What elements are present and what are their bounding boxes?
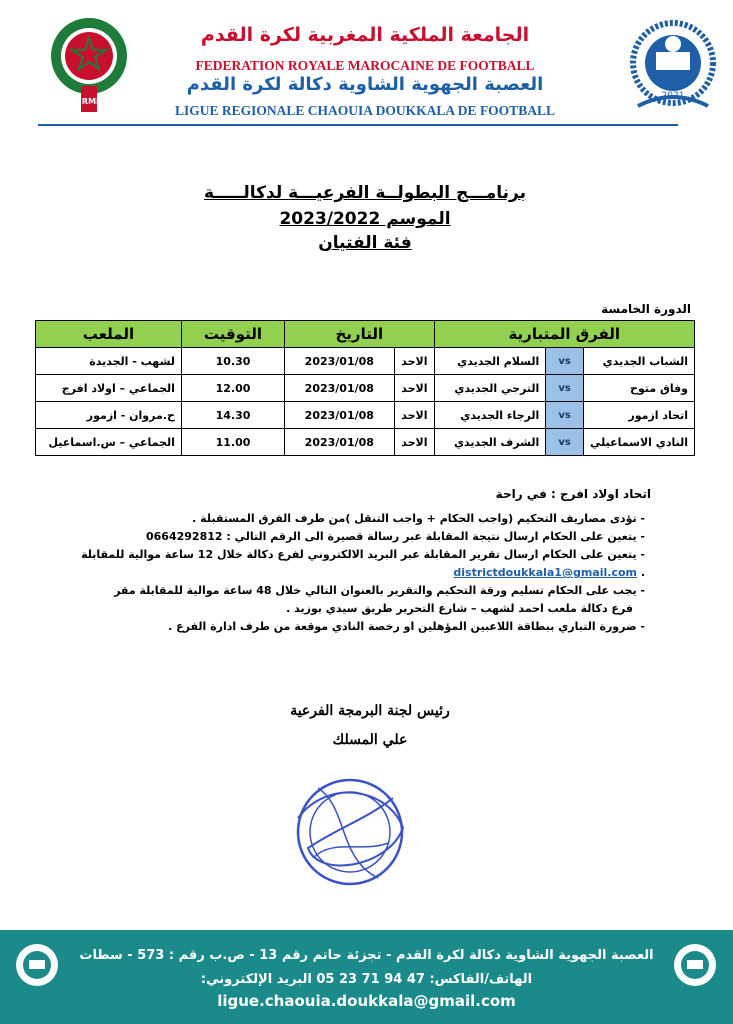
note-email-line: . districtdoukkala1@gmail.com <box>453 566 645 579</box>
footer-email[interactable]: ligue.chaouia.doukkala@gmail.com <box>217 992 516 1010</box>
category-title: فئة الفتيان <box>318 233 412 253</box>
rest-note: اتحاد اولاد افرج : في راحة <box>495 487 651 501</box>
home-team: وفاق متوح <box>584 375 695 402</box>
away-team: الرجاء الجديدي <box>434 402 546 429</box>
official-stamp <box>278 758 418 898</box>
match-time: 10.30 <box>181 348 284 375</box>
match-venue: الجماعي – اولاد افرج <box>36 375 182 402</box>
match-date: 2023/01/08 <box>285 429 394 456</box>
match-venue: الجماعي – س.اسماعيل <box>36 429 182 456</box>
footer-phone: الهاتف/الفاكس: 47 94 71 23 05 البريد الإلكتروني: <box>200 972 533 987</box>
note-fees: - تؤدى مصاريف التحكيم (واجب الحكام + واجب التنقل )من طرف الفرق المستقبلة . <box>192 512 645 525</box>
footer-band <box>0 930 733 1024</box>
match-day: الاحد <box>394 375 434 402</box>
match-date: 2023/01/08 <box>285 348 394 375</box>
home-team: اتحاد ازمور <box>584 402 695 429</box>
match-venue: ح.مروان - ازمور <box>36 402 182 429</box>
away-team: الشرف الجديدي <box>434 429 546 456</box>
round-label: الدورة الخامسة <box>601 302 691 316</box>
table-row <box>36 429 695 456</box>
home-team: النادي الاسماعيلي <box>584 429 695 456</box>
note-delivery-address: فرع دكالة ملعب احمد لشهب – شارع التحرير طريق سيدي بوزيد . <box>286 602 633 615</box>
signature-role: رئيس لجنة البرمجة الفرعية <box>290 703 450 719</box>
vs-cell: vs <box>546 375 584 402</box>
svg-text:2021: 2021 <box>661 91 685 101</box>
away-team: الترجي الجديدي <box>434 375 546 402</box>
vs-cell: vs <box>546 429 584 456</box>
vs-cell: vs <box>546 402 584 429</box>
note-licenses: - ضرورة التباري ببطاقة اللاعبين المؤهلين او رخصة النادي موقعة من طرف ادارة الفرع . <box>168 620 645 633</box>
note-report: - يتعين على الحكام ارسال تقرير المقابلة عبر البريد الالكتروني لفرع دكالة خلال 12 ساعة موالية للمقابلة <box>81 548 645 561</box>
vs-cell: vs <box>546 348 584 375</box>
table-row <box>36 348 695 375</box>
header-divider <box>38 124 678 126</box>
frmf-logo <box>48 16 130 116</box>
league-french-title: LIGUE REGIONALE CHAOUIA DOUKKALA DE FOOTBALL <box>175 103 555 118</box>
home-team: الشباب الجديدي <box>584 348 695 375</box>
table-header-row <box>36 321 695 348</box>
footer-address: العصبة الجهوية الشاوية دكالة لكرة القدم - تجزئة حاتم رقم 13 - ص.ب رقم : 573 - سطات <box>79 948 654 963</box>
header-date: التاريخ <box>285 321 434 348</box>
header-teams: الفرق المتبارية <box>434 321 694 348</box>
table-row <box>36 402 695 429</box>
note-delivery: - يجب على الحكام تسليم ورقة التحكيم والتقرير بالعنوان التالي خلال 48 ساعة موالية للمقابلة مقر <box>114 584 645 597</box>
program-title: برنامـــج البطولــة الفرعيـــة لدكالـــــة <box>204 183 526 203</box>
header-venue: الملعب <box>36 321 182 348</box>
match-date: 2023/01/08 <box>285 375 394 402</box>
league-arabic-title: العصبة الجهوية الشاوية دكالة لكرة القدم <box>186 74 544 95</box>
federation-french-title: FEDERATION ROYALE MAROCAINE DE FOOTBALL <box>195 58 535 73</box>
match-day: الاحد <box>394 402 434 429</box>
away-team: السلام الجديدي <box>434 348 546 375</box>
match-date: 2023/01/08 <box>285 402 394 429</box>
match-day: الاحد <box>394 348 434 375</box>
header-time: التوقيت <box>181 321 284 348</box>
svg-text:FRMF: FRMF <box>76 97 102 106</box>
season-title: الموسم 2023/2022 <box>279 209 451 229</box>
notes-list <box>81 510 645 636</box>
table-row <box>36 375 695 402</box>
match-time: 12.00 <box>181 375 284 402</box>
district-email-link[interactable]: districtdoukkala1@gmail.com <box>453 566 637 579</box>
match-time: 11.00 <box>181 429 284 456</box>
match-venue: لشهب - الجديدة <box>36 348 182 375</box>
signature-name: علي المسلك <box>332 732 408 748</box>
federation-arabic-title: الجامعة الملكية المغربية لكرة القدم <box>200 24 530 46</box>
match-day: الاحد <box>394 429 434 456</box>
league-logo <box>628 18 718 118</box>
match-time: 14.30 <box>181 402 284 429</box>
schedule-table <box>35 320 695 456</box>
note-sms: - يتعين على الحكام ارسال نتيجة المقابلة عبر رسالة قصيرة الى الرقم التالي : 0664292812 <box>146 530 645 543</box>
